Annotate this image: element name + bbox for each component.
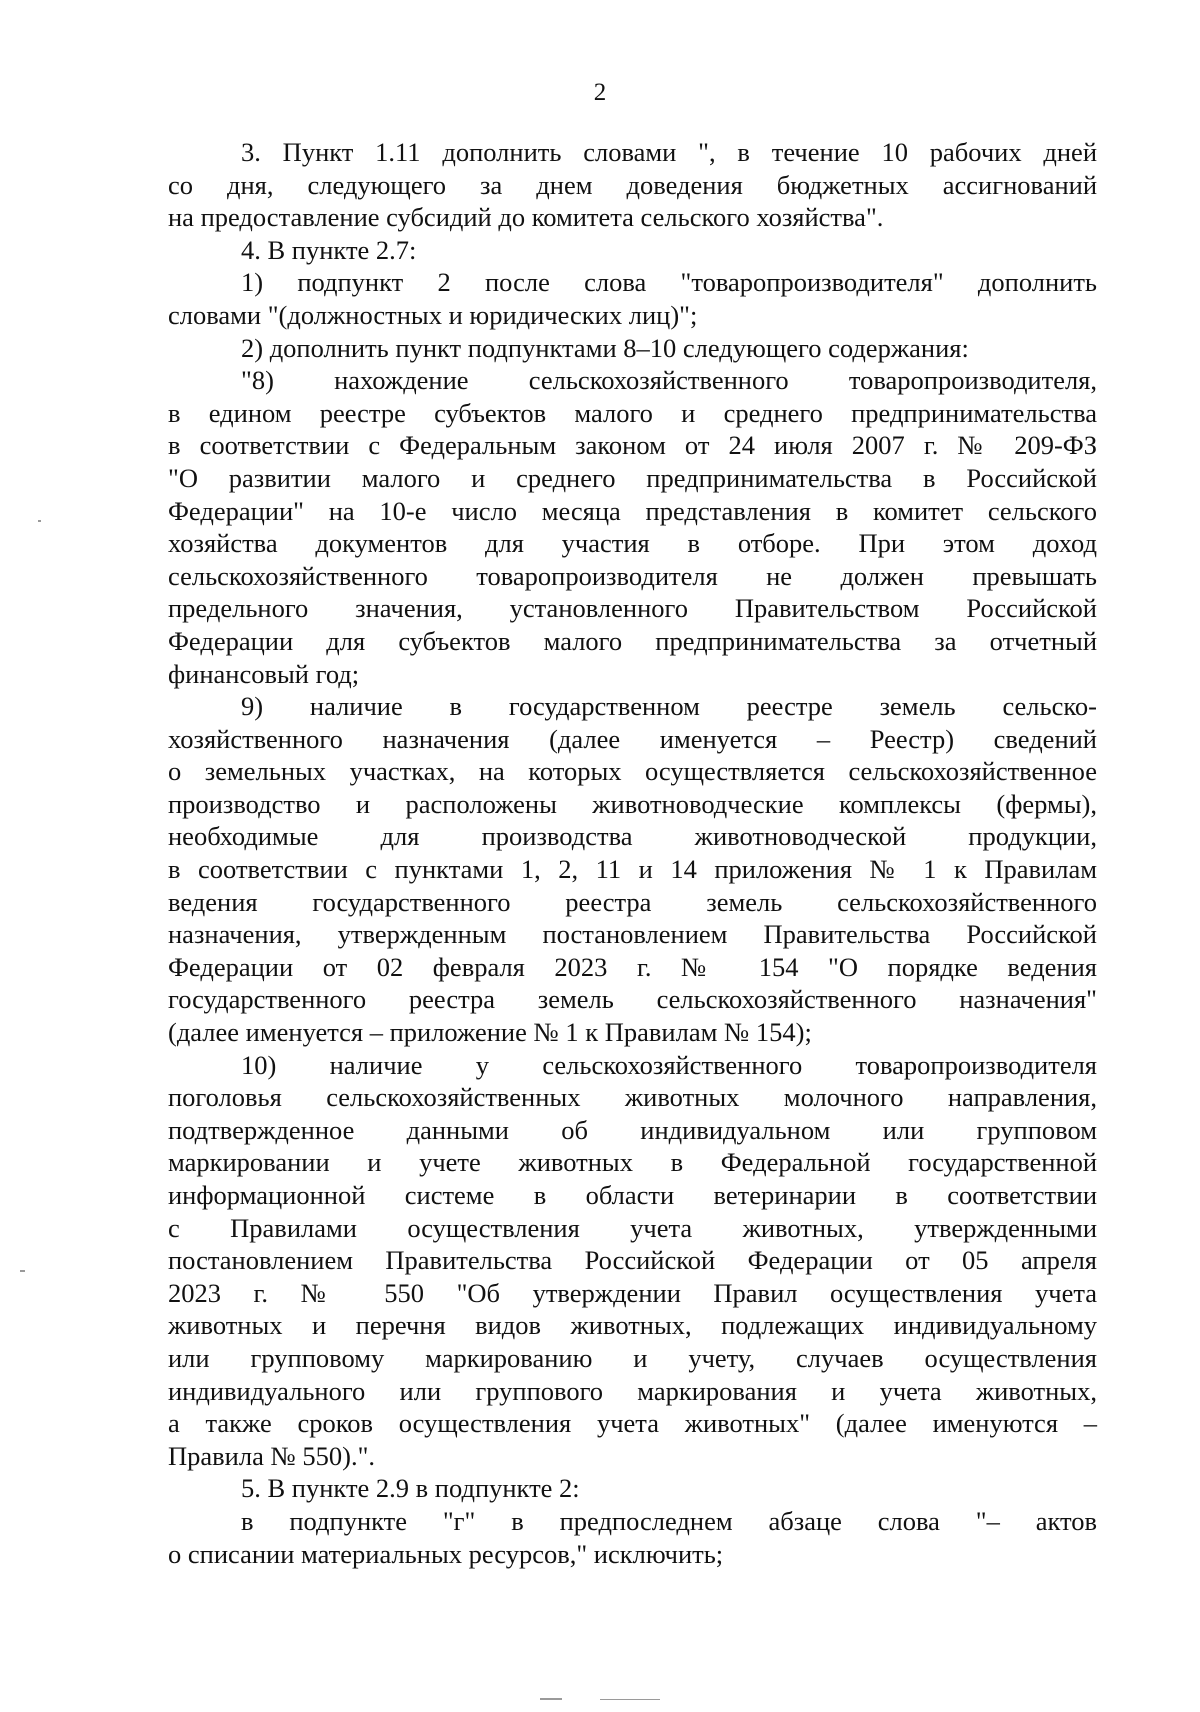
- text-line: (далее именуется – приложение № 1 к Правилам № 154);: [168, 1017, 812, 1048]
- text-line: хозяйственного назначения (далее именуется – Реестр) сведений: [168, 723, 1097, 754]
- text-line: 9) наличие в государственном реестре земель сельско-: [241, 691, 1097, 722]
- text-line: подтвержденное данными об индивидуальном или групповом: [168, 1114, 1097, 1145]
- document-body: [168, 136, 1097, 1570]
- scan-artifact: [600, 1699, 660, 1700]
- text-line: "О развитии малого и среднего предпринимательства в Российской: [168, 462, 1097, 493]
- text-line: финансовый год;: [168, 658, 360, 689]
- text-line: производство и расположены животноводческие комплексы (фермы),: [168, 788, 1097, 819]
- text-line: предельного значения, установленного Правительством Российской: [168, 593, 1097, 624]
- page-number: 2: [593, 79, 607, 106]
- text-line: 10) наличие у сельскохозяйственного товаропроизводителя: [241, 1049, 1097, 1080]
- text-line: со дня, следующего за днем доведения бюджетных ассигнований: [168, 169, 1097, 200]
- text-line: государственного реестра земель сельскохозяйственного назначения": [168, 984, 1097, 1015]
- text-line: 5. В пункте 2.9 в подпункте 2:: [241, 1473, 580, 1504]
- text-line: маркировании и учете животных в Федеральной государственной: [168, 1147, 1097, 1178]
- text-line: индивидуального или группового маркирования и учета животных,: [168, 1375, 1097, 1406]
- text-line: хозяйства документов для участия в отборе. При этом доход: [168, 528, 1097, 559]
- text-line: "8) нахождение сельскохозяйственного товаропроизводителя,: [241, 365, 1097, 396]
- text-line: в подпункте "г" в предпоследнем абзаце слова "– актов: [241, 1505, 1097, 1536]
- text-line: с Правилами осуществления учета животных, утвержденными: [168, 1212, 1097, 1243]
- text-line: ведения государственного реестра земель сельскохозяйственного: [168, 886, 1097, 917]
- text-line: 1) подпункт 2 после слова "товаропроизводителя" дополнить: [241, 267, 1097, 298]
- scan-artifact: [20, 1270, 25, 1272]
- scan-artifact: [540, 1698, 562, 1700]
- text-line: Федерации от 02 февраля 2023 г. № 154 "О порядке ведения: [168, 951, 1097, 982]
- text-line: о земельных участках, на которых осуществляется сельскохозяйственное: [168, 756, 1097, 787]
- text-line: а также сроков осуществления учета животных" (далее именуются –: [168, 1408, 1097, 1439]
- text-line: 4. В пункте 2.7:: [241, 234, 417, 265]
- text-line: назначения, утвержденным постановлением Правительства Российской: [168, 919, 1097, 950]
- text-line: 2) дополнить пункт подпунктами 8–10 следующего содержания:: [241, 332, 969, 363]
- text-line: в соответствии с Федеральным законом от 24 июля 2007 г. № 209-ФЗ: [168, 430, 1097, 461]
- text-line: 2023 г. № 550 "Об утверждении Правил осуществления учета: [168, 1277, 1097, 1308]
- text-line: необходимые для производства животноводческой продукции,: [168, 821, 1097, 852]
- text-line: в соответствии с пунктами 1, 2, 11 и 14 приложения № 1 к Правилам: [168, 854, 1097, 885]
- text-line: на предоставление субсидий до комитета сельского хозяйства".: [168, 202, 884, 233]
- text-line: 3. Пункт 1.11 дополнить словами ", в течение 10 рабочих дней: [241, 137, 1097, 167]
- text-line: информационной системе в области ветеринарии в соответствии: [168, 1180, 1097, 1210]
- text-line: в едином реестре субъектов малого и среднего предпринимательства: [168, 397, 1097, 428]
- text-line: словами "(должностных и юридических лиц)";: [168, 299, 698, 330]
- scan-artifact: [38, 520, 41, 522]
- text-line: сельскохозяйственного товаропроизводителя не должен превышать: [168, 560, 1097, 591]
- text-line: Федерации" на 10-е число месяца представления в комитет сельского: [168, 495, 1097, 526]
- text-line: животных и перечня видов животных, подлежащих индивидуальному: [168, 1310, 1097, 1341]
- text-line: Правила № 550).".: [168, 1440, 376, 1471]
- text-line: поголовья сельскохозяйственных животных молочного направления,: [168, 1082, 1097, 1113]
- text-line: или групповому маркированию и учету, случаев осуществления: [168, 1342, 1097, 1373]
- text-line: постановлением Правительства Российской Федерации от 05 апреля: [168, 1245, 1097, 1276]
- text-line: Федерации для субъектов малого предпринимательства за отчетный: [168, 625, 1097, 656]
- text-line: о списании материальных ресурсов," исключить;: [168, 1538, 724, 1569]
